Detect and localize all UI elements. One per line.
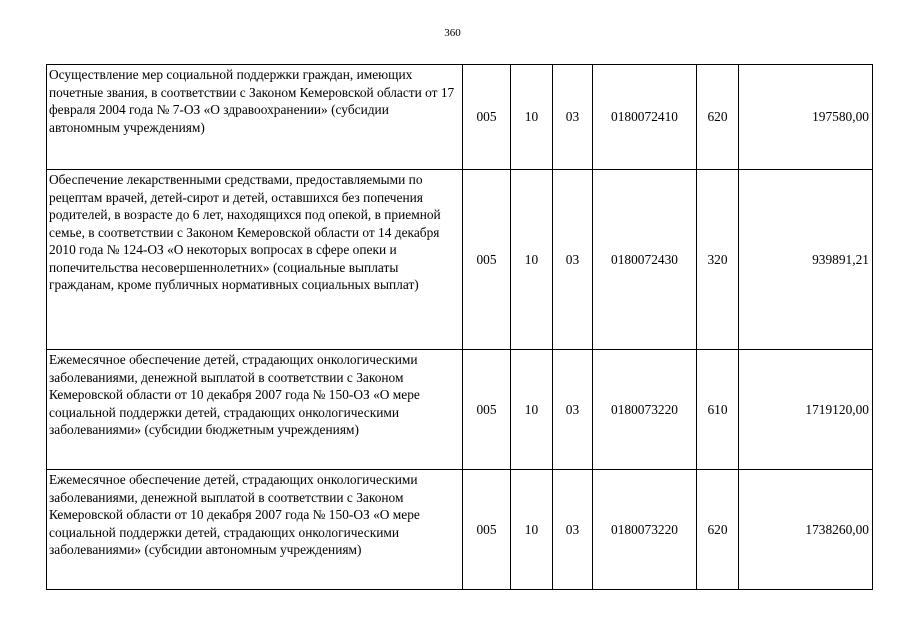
row-razdel-code: 10: [511, 470, 553, 590]
row-podrazdel-code: 03: [553, 170, 593, 350]
row-podrazdel-code: 03: [553, 350, 593, 470]
row-amount: 939891,21: [739, 170, 873, 350]
row-vr-code: 320: [697, 170, 739, 350]
row-vedom-code: 005: [463, 350, 511, 470]
row-vr-code: 620: [697, 65, 739, 170]
row-amount: 1719120,00: [739, 350, 873, 470]
row-csr-code: 0180073220: [593, 350, 697, 470]
row-csr-code: 0180072410: [593, 65, 697, 170]
row-description: Ежемесячное обеспечение детей, страдающих онкологическими заболеваниями, денежной выплатой в соответствии с Законом Кемеровской области от 10 декабря 2007 года № 150-ОЗ «О мере социальной поддержки детей, страдающих онкологическими заболеваниями» (субсидии бюджетным учреждениям): [47, 350, 463, 470]
row-vr-code: 620: [697, 470, 739, 590]
row-razdel-code: 10: [511, 350, 553, 470]
row-description: Ежемесячное обеспечение детей, страдающих онкологическими заболеваниями, денежной выплатой в соответствии с Законом Кемеровской области от 10 декабря 2007 года № 150-ОЗ «О мере социальной поддержки детей, страдающих онкологическими заболеваниями» (субсидии автономным учреждениям): [47, 470, 463, 590]
row-amount: 1738260,00: [739, 470, 873, 590]
row-amount: 197580,00: [739, 65, 873, 170]
page-number: 360: [444, 27, 461, 39]
table-row: [47, 350, 873, 470]
table-row: [47, 470, 873, 590]
row-podrazdel-code: 03: [553, 470, 593, 590]
row-description: Осуществление мер социальной поддержки граждан, имеющих почетные звания, в соответствии с Законом Кемеровской области от 17 февраля 2004 года № 7-ОЗ «О здравоохранении» (субсидии автономным учреждениям): [47, 65, 463, 170]
row-csr-code: 0180072430: [593, 170, 697, 350]
row-csr-code: 0180073220: [593, 470, 697, 590]
table-row: [47, 170, 873, 350]
table-row: [47, 65, 873, 170]
row-razdel-code: 10: [511, 65, 553, 170]
row-vedom-code: 005: [463, 65, 511, 170]
row-vedom-code: 005: [463, 170, 511, 350]
row-podrazdel-code: 03: [553, 65, 593, 170]
row-vedom-code: 005: [463, 470, 511, 590]
budget-table: [46, 64, 873, 590]
row-razdel-code: 10: [511, 170, 553, 350]
row-description: Обеспечение лекарственными средствами, предоставляемыми по рецептам врачей, детей-сирот и детей, оставшихся без попечения родителей, в возрасте до 6 лет, находящихся под опекой, в приемной семье, в соответствии с Законом Кемеровской области от 14 декабря 2010 года № 124-ОЗ «О некоторых вопросах в сфере опеки и попечительства несовершеннолетних» (социальные выплаты гражданам, кроме публичных нормативных социальных выплат): [47, 170, 463, 350]
row-vr-code: 610: [697, 350, 739, 470]
